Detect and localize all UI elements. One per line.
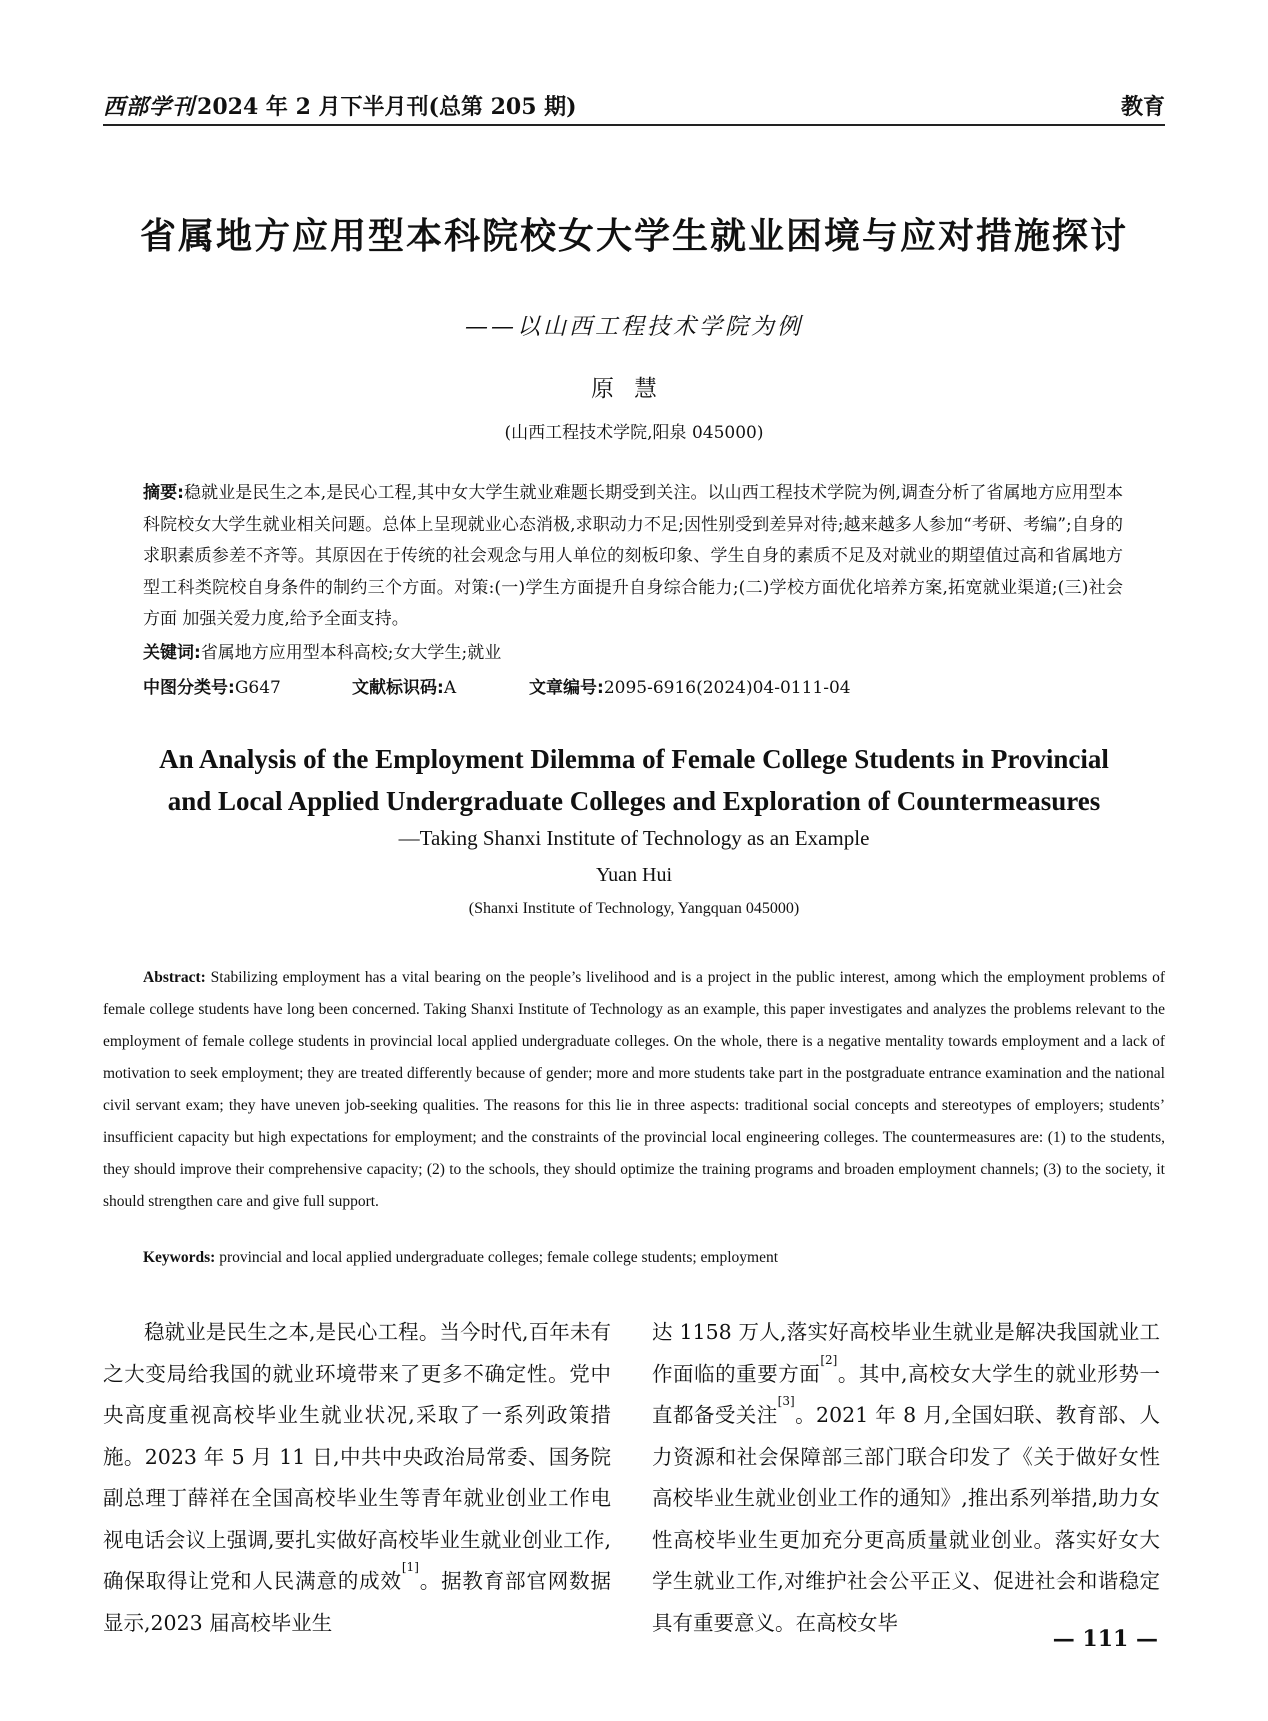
citation-ref: [1] (401, 1560, 419, 1574)
abstract-label-en: Abstract: (143, 969, 206, 986)
running-header (103, 84, 1165, 126)
abstract-text-cn: 稳就业是民生之本,是民心工程,其中女大学生就业难题长期受到关注。以山西工程技术学院为例,调查分析了省属地方应用型本科院校女大学生就业相关问题。总体上呈现就业心态消极,求职动力不足;因性别受到差异对待;越来越多人参加“考研、考编”;自身的求职素质参差不齐等。其原因在于传统的社会观念与用人单位的刻板印象、学生自身的素质不足及对就业的期望值过高和省属地方型工科类院校自身条件的制约三个方面。对策:(一)学生方面提升自身综合能力;(二)学校方面优化培养方案,拓宽就业渠道;(三)社会方面 加强关爱力度,给予全面支持。 (143, 483, 1123, 629)
keywords-text-en: provincial and local applied undergraduate colleges; female college students; employment (219, 1249, 779, 1266)
body-column-left: 稳就业是民生之本,是民心工程。当今时代,百年未有之大变局给我国的就业环境带来了更多不确定性。党中央高度重视高校毕业生就业状况,采取了一系列政策措施。2023 年 5 月 11 日,中共中央政治局常委、国务院副总理丁薛祥在全国高校毕业生等青年就业创业工作电视电话会议上强调,要扎实做好高校毕业生就业创业工作,确保取得让党和人民满意的成效[1]。据教育部官网数据显示,2023 届高校毕业生 (103, 1320, 612, 1635)
author-chinese: 原慧 (591, 376, 677, 402)
body-column-right: 达 1158 万人,落实好高校毕业生就业是解决我国就业工作面临的重要方面[2]。其中,高校女大学生的就业形势一直都备受关注[3]。2021 年 8 月,全国妇联、教育部、人力资源和社会保障部三部门联合印发了《关于做好女性高校毕业生就业创业工作的通知》,推出系列举措,助力女性高校毕业生更加充分更高质量就业创业。落实好女大学生就业工作,对维护社会公平正义、促进社会和谐稳定具有重要意义。在高校女毕 (652, 1320, 1161, 1635)
abstract-label-cn: 摘要: (143, 483, 184, 503)
keywords-label-cn: 关键词: (143, 643, 201, 663)
abstract-chinese (143, 478, 1123, 636)
document-code: 文献标识码:A (352, 678, 457, 698)
affiliation-english: (Shanxi Institute of Technology, Yangquan 045000) (468, 900, 800, 917)
issue-label: 2024 年 2 月下半月刊(总第 205 期) (197, 94, 577, 120)
article-number: 文章编号:2095-6916(2024)04-0111-04 (529, 678, 851, 698)
title-chinese: 省属地方应用型本科院校女大学生就业困境与应对措施探讨 (139, 216, 1128, 257)
keywords-english (143, 1249, 1163, 1267)
keywords-chinese (143, 638, 1123, 663)
section-label: 教育 (1120, 95, 1165, 120)
keywords-text-cn: 省属地方应用型本科高校;女大学生;就业 (200, 643, 502, 663)
page-number: — 111 — (1052, 1626, 1158, 1652)
subtitle-english: —Taking Shanxi Institute of Technology as an Example (398, 826, 870, 850)
subtitle-chinese: ——以山西工程技术学院为例 (465, 314, 803, 340)
abstract-english (103, 962, 1165, 1218)
clc-number: 中图分类号:G647 (143, 678, 281, 698)
citation-ref: [2] (820, 1352, 838, 1367)
title-english-line2: and Local Applied Undergraduate Colleges and Exploration of Countermeasures (167, 786, 1101, 816)
affiliation-chinese: (山西工程技术学院,阳泉 045000) (504, 423, 764, 443)
title-english-line1: An Analysis of the Employment Dilemma of Female College Students in Provincial (159, 744, 1109, 774)
citation-ref: [3] (777, 1394, 795, 1408)
title-english (0, 738, 1268, 822)
author-english: Yuan Hui (595, 864, 673, 886)
abstract-text-en: Stabilizing employment has a vital bearing on the people’s livelihood and is a project in the public interest, among which the employment problems of female college students have long been concerned. Taking Shanxi Institute of Technology as an example, this paper investigates and analyzes the problems relevant to the employment of female college students in provincial local applied undergraduate colleges. On the whole, there is a negative mentality towards employment and a lack of motivation to seek employment; they are treated differently because of gender; more and more students take part in the postgraduate entrance examination and the national civil servant exam; they have uneven job-seeking qualities. The reasons for this lie in three aspects: traditional social concepts and stereotypes of employers; students’ insufficient capacity but high expectations for employment; and the constraints of the provincial local engineering colleges. The countermeasures are: (1) to the students, they should improve their comprehensive capacity; (2) to the schools, they should optimize the training programs and broaden employment channels; (3) to the society, it should strengthen care and give full support. (103, 969, 1166, 1210)
journal-issue-line (103, 90, 577, 121)
keywords-label-en: Keywords: (143, 1249, 216, 1266)
journal-logo: 西部学刊 (103, 94, 196, 120)
